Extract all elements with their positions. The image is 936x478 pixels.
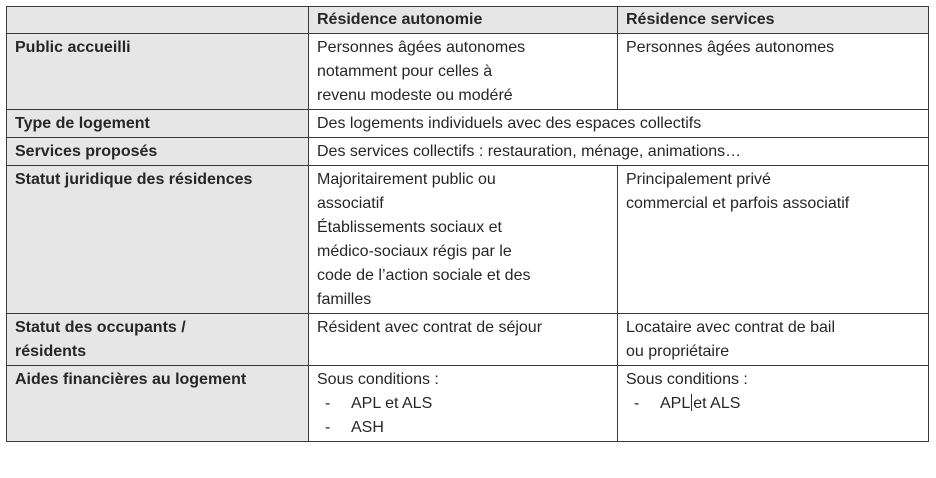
list-item-text: ASH bbox=[351, 419, 384, 436]
header-empty-cell bbox=[7, 7, 309, 34]
row-label-line: Statut des occupants / bbox=[15, 319, 186, 336]
cell-statut-occupants-services bbox=[618, 314, 929, 366]
cell-aides-services[interactable] bbox=[618, 366, 929, 442]
cell-services-merged: Des services collectifs : restauration, ménage, animations… bbox=[309, 138, 929, 166]
cell-text-line: Locataire avec contrat de bail bbox=[626, 319, 836, 336]
cell-text-line: Majoritairement public ou bbox=[317, 171, 496, 188]
row-label-public: Public accueilli bbox=[7, 34, 309, 110]
cell-text-line: revenu modeste ou modéré bbox=[317, 87, 513, 104]
cell-text-line: Personnes âgées autonomes bbox=[626, 39, 835, 56]
cell-text-line: Établissements sociaux et bbox=[317, 219, 502, 236]
table-row-logement bbox=[7, 110, 929, 138]
table-row-services bbox=[7, 138, 929, 166]
comparison-table bbox=[6, 6, 929, 442]
cell-text-line: commercial et parfois associatif bbox=[626, 195, 850, 212]
header-residence-autonomie: Résidence autonomie bbox=[309, 7, 618, 34]
cell-aides-autonomie bbox=[309, 366, 618, 442]
row-label-logement: Type de logement bbox=[7, 110, 309, 138]
bullet-dash: - bbox=[634, 395, 640, 412]
cell-text-line: Résident avec contrat de séjour bbox=[317, 319, 543, 336]
table-header-row bbox=[7, 7, 929, 34]
cell-text-line: médico-sociaux régis par le bbox=[317, 243, 512, 260]
row-label-services: Services proposés bbox=[7, 138, 309, 166]
row-label-aides: Aides financières au logement bbox=[7, 366, 309, 442]
cell-text-line: Sous conditions : bbox=[317, 371, 439, 388]
cell-public-autonomie bbox=[309, 34, 618, 110]
cell-text-line: associatif bbox=[317, 195, 384, 212]
cell-text-line: Sous conditions : bbox=[626, 371, 748, 388]
table-row-statut-juridique bbox=[7, 166, 929, 314]
list-item bbox=[317, 416, 610, 440]
cell-statut-juridique-services bbox=[618, 166, 929, 314]
cell-text-line: Principalement privé bbox=[626, 171, 771, 188]
cell-logement-merged: Des logements individuels avec des espaces collectifs bbox=[309, 110, 929, 138]
header-residence-services: Résidence services bbox=[618, 7, 929, 34]
cell-text-line: Personnes âgées autonomes bbox=[317, 39, 526, 56]
list-item bbox=[626, 392, 921, 416]
cell-text-line: familles bbox=[317, 291, 372, 308]
cell-text-line: ou propriétaire bbox=[626, 343, 730, 360]
table-row-aides bbox=[7, 366, 929, 442]
list-item-text: APL et ALS bbox=[351, 395, 433, 412]
cell-text-line: code de l’action sociale et des bbox=[317, 267, 531, 284]
list-item bbox=[317, 392, 610, 416]
list-item-text: et ALS bbox=[693, 395, 741, 412]
bullet-dash: - bbox=[325, 395, 331, 412]
table-row-public bbox=[7, 34, 929, 110]
row-label-statut-occupants bbox=[7, 314, 309, 366]
list-item-text: APL bbox=[660, 395, 691, 412]
row-label-line: résidents bbox=[15, 343, 87, 360]
cell-statut-juridique-autonomie bbox=[309, 166, 618, 314]
bullet-dash: - bbox=[325, 419, 331, 436]
cell-statut-occupants-autonomie bbox=[309, 314, 618, 366]
cell-text-line: notamment pour celles à bbox=[317, 63, 493, 80]
cell-public-services bbox=[618, 34, 929, 110]
table-row-statut-occupants bbox=[7, 314, 929, 366]
row-label-statut-juridique: Statut juridique des résidences bbox=[7, 166, 309, 314]
